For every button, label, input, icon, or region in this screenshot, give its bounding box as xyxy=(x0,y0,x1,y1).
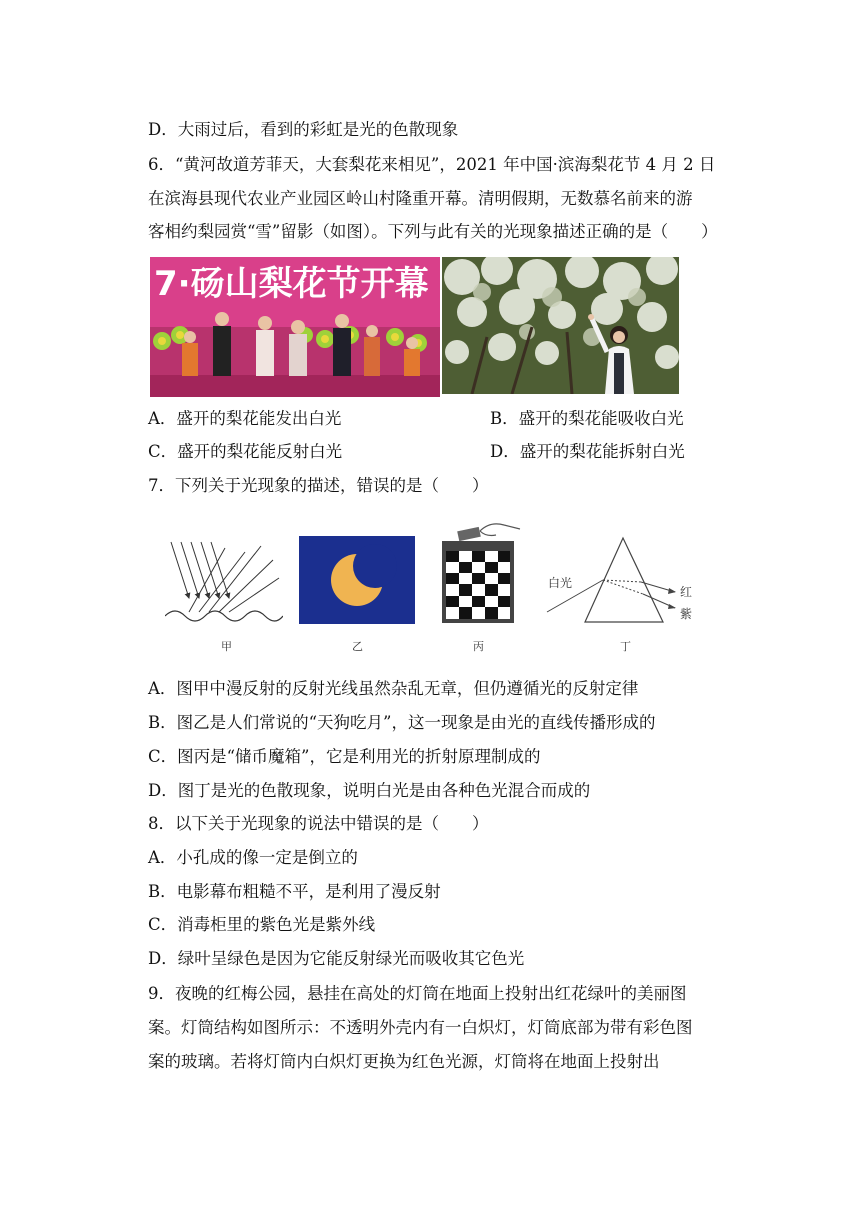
figure-yi-lunar-eclipse xyxy=(299,536,415,624)
q6-option-c: C．盛开的梨花能反射白光 xyxy=(148,442,343,461)
festival-opening-photo xyxy=(150,257,440,397)
q6-option-a: A．盛开的梨花能发出白光 xyxy=(148,409,342,428)
q7-option-d: D．图丁是光的色散现象，说明白光是由各种色光混合而成的 xyxy=(148,781,591,800)
q8-option-b: B．电影幕布粗糙不平，是利用了漫反射 xyxy=(148,882,441,901)
prism-purple-label: 紫 xyxy=(680,607,693,621)
q6-option-d: D．盛开的梨花能拆射白光 xyxy=(490,442,685,461)
q6-stem-line1: 6．“黄河故道芳菲天，大套梨花来相见”，2021 年中国·滨海梨花节 4 月 2 日 xyxy=(148,155,716,174)
pear-orchard-photo xyxy=(442,257,679,394)
banner-text: 7·砀山梨花节开幕 xyxy=(154,264,429,304)
figure-ding-label: 丁 xyxy=(620,640,631,653)
figure-bing-coin-box xyxy=(440,517,524,624)
q7-option-b: B．图乙是人们常说的“天狗吃月”，这一现象是由光的直线传播形成的 xyxy=(148,713,656,732)
q7-stem: 7．下列关于光现象的描述，错误的是（ ） xyxy=(148,476,489,495)
figure-jia-diffuse-reflection xyxy=(165,538,283,628)
q6-stem-line3: 客相约梨园赏“雪”留影（如图）。下列与此有关的光现象描述正确的是（ ） xyxy=(148,222,718,241)
q7-option-c: C．图丙是“储币魔箱”，它是利用光的折射原理制成的 xyxy=(148,747,541,766)
q8-option-c: C．消毒柜里的紫色光是紫外线 xyxy=(148,915,376,934)
q9-stem-line3: 案的玻璃。若将灯筒内白炽灯更换为红色光源，灯筒将在地面上投射出 xyxy=(148,1052,660,1071)
q6-stem-line2: 在滨海县现代农业产业园区岭山村隆重开幕。清明假期，无数慕名前来的游 xyxy=(148,189,693,208)
q7-option-a: A．图甲中漫反射的反射光线虽然杂乱无章，但仍遵循光的反射定律 xyxy=(148,679,639,698)
q6-option-b: B．盛开的梨花能吸收白光 xyxy=(490,409,684,428)
figure-bing-label: 丙 xyxy=(473,640,484,653)
prism-white-light-label: 白光 xyxy=(548,576,573,590)
figure-yi-label: 乙 xyxy=(352,640,363,653)
q9-stem-line2: 案。灯筒结构如图所示：不透明外壳内有一白炽灯，灯筒底部为带有彩色图 xyxy=(148,1018,693,1037)
q8-option-d: D．绿叶呈绿色是因为它能反射绿光而吸收其它色光 xyxy=(148,949,525,968)
q5-option-d: D．大雨过后，看到的彩虹是光的色散现象 xyxy=(148,120,459,139)
figure-jia-label: 甲 xyxy=(221,640,232,653)
prism-red-label: 红 xyxy=(680,585,693,599)
q9-stem-line1: 9．夜晚的红梅公园，悬挂在高处的灯筒在地面上投射出红花绿叶的美丽图 xyxy=(148,984,687,1003)
q8-stem: 8．以下关于光现象的说法中错误的是（ ） xyxy=(148,814,489,833)
q8-option-a: A．小孔成的像一定是倒立的 xyxy=(148,848,358,867)
